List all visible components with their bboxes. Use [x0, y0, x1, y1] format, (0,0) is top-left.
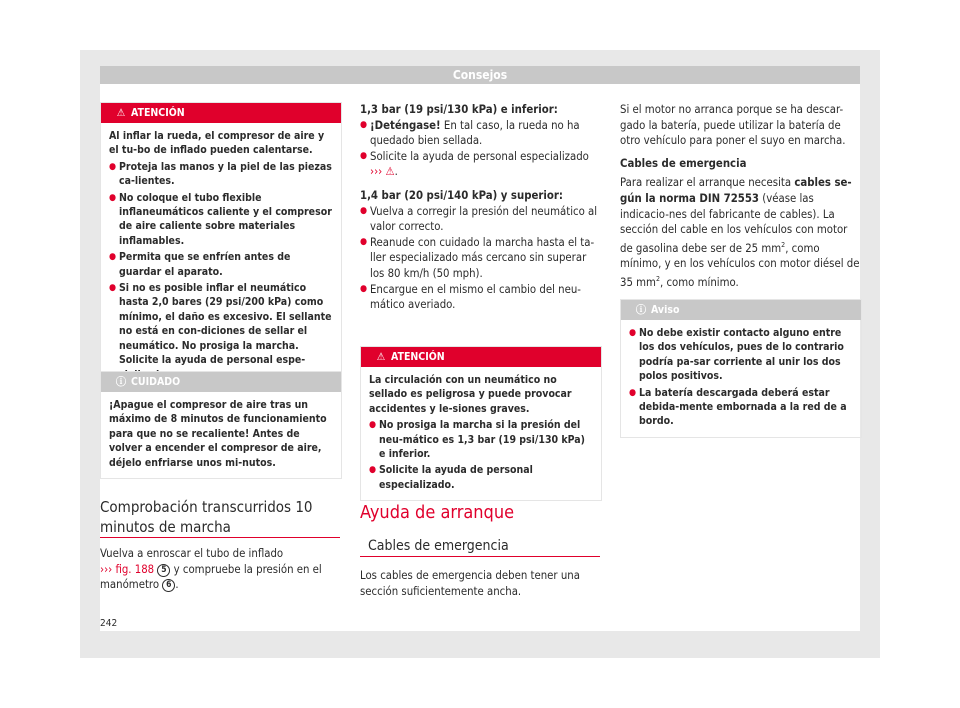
warning-bullet: ● Proteja las manos y la piel de las piezas ca-lientes.: [109, 160, 333, 189]
caution-box: [100, 371, 342, 479]
caution-text: ¡Apague el compresor de aire tras un máximo de 8 minutos de funcionamiento para que no se recaliente! Antes de volver a encender el compresor de aire, déjelo enfriarse unos mi-nutos.: [109, 399, 327, 469]
paragraph: Si el motor no arranca porque se ha descar-gado la batería, puede utilizar la batería de otro vehículo para poner el suyo en marcha.: [620, 103, 846, 148]
caution-title: CUIDADO: [131, 376, 181, 388]
notice-bullet: ● La batería descargada deberá estar debida-mente embornada a la red de a bordo.: [629, 386, 853, 429]
notice-bullet: ● No debe existir contacto alguno entre los dos vehículos, pues de lo contrario podría pa-sar corriente al unir los dos polos positivos.: [629, 326, 853, 384]
paragraph: Para realizar el arranque necesita cables se-gún la norma DIN 72553 (véase las indicacio-nes del fabricante de cables). La sección del cable en los vehículos con motor de gasolina debe ser de 25 $mm^2$, como mínimo, y en los vehículos con motor diésel de 35 $mm^2$, como mínimo.: [620, 176, 860, 289]
warning-box-2: [360, 346, 602, 501]
subheading: 1,3 bar (19 psi/130 kPa) e inferior:: [360, 103, 558, 116]
info-circle-icon: ⓘ: [115, 376, 127, 388]
caution-box-header: [101, 372, 341, 392]
callout-number: 6: [162, 579, 175, 592]
section-paragraph: Los cables de emergencia deben tener una sección suficientemente ancha.: [360, 569, 580, 598]
warning-bullet: ● No prosiga la marcha si la presión del neu-mático es 1,3 bar (19 psi/130 kPa) e inferior.: [369, 418, 593, 461]
warning-title: ATENCIÓN: [391, 351, 445, 363]
pressure-instructions: [360, 102, 600, 313]
warning-intro: Al inflar la rueda, el compresor de aire y el tu-bo de inflado pueden calentarse.: [109, 130, 325, 157]
warning-bullet: ● Solicite la ayuda de personal especializado.: [369, 463, 593, 492]
page-header: Consejos: [100, 66, 860, 84]
section-heading: Ayuda de arranque: [360, 502, 515, 523]
instruction-bullet: ● Reanude con cuidado la marcha hasta el ta-ller especializado más cercano sin superar los 80 km/h (50 mph).: [360, 235, 600, 282]
subheading: Cables de emergencia: [620, 156, 747, 170]
warning-box-header: [361, 347, 601, 367]
warning-bullet: ● Permita que se enfríen antes de guardar el aparato.: [109, 250, 333, 279]
paragraph-text: y compruebe la presión en el manómetro: [100, 562, 322, 592]
notice-title: Aviso: [651, 304, 680, 316]
warning-box-header: [101, 103, 341, 123]
jump-start-text: [620, 102, 860, 290]
section-subheading: Cables de emergencia: [368, 538, 509, 554]
warning-triangle-icon: ⚠: [376, 351, 386, 363]
instruction-bullet: ● Vuelva a corregir la presión del neumático al valor correcto.: [360, 204, 600, 235]
warning-reference-link[interactable]: ›››: [370, 165, 383, 179]
warning-title: ATENCIÓN: [131, 107, 185, 119]
warning-triangle-icon: ⚠: [385, 165, 395, 179]
notice-box-header: [621, 300, 861, 320]
section-rule: [360, 556, 600, 557]
instruction-bullet: ● Solicite la ayuda de personal especializado ››› ⚠.: [360, 149, 600, 180]
callout-number: 5: [157, 564, 170, 577]
info-icon: ⓘ: [635, 304, 647, 316]
paragraph-text: Vuelva a enroscar el tubo de inflado: [100, 547, 284, 560]
notice-box: [620, 299, 862, 438]
section-paragraph: Vuelva a enroscar el tubo de inflado ››› fig. 188 5 y compruebe la presión en el manómetro 6 .: [100, 547, 322, 592]
warning-intro: La circulación con un neumático no sellado es peligrosa y puede provocar accidentes y le-siones graves.: [369, 374, 572, 415]
section-rule: [100, 537, 340, 538]
subheading: 1,4 bar (20 psi/140 kPa) y superior:: [360, 188, 563, 202]
warning-bullet: ● No coloque el tubo flexible inflaneumáticos caliente y el compresor de aire caliente sobre materiales inflamables.: [109, 191, 333, 249]
section-title: Comprobación transcurridos 10 minutos de marcha: [100, 498, 313, 536]
warning-bullet: ● Si no es posible inflar el neumático hasta 2,0 bares (29 psi/200 kPa) como mínimo, el daño es excesivo. El sellante no está en con-diciones de sellar el neumático. No prosiga la marcha. Solicite la ayuda de personal espe-: [109, 281, 333, 382]
figure-reference-link[interactable]: ››› fig. 188: [100, 562, 155, 576]
warning-box-1: [100, 102, 342, 391]
instruction-bullet: ● ¡Deténgase! En tal caso, la rueda no ha quedado bien sellada.: [360, 118, 600, 149]
warning-triangle-icon: ⚠: [116, 107, 126, 119]
instruction-bullet: ● Encargue en el mismo el cambio del neu-mático averiado.: [360, 282, 600, 313]
page-number: 242: [100, 618, 118, 629]
